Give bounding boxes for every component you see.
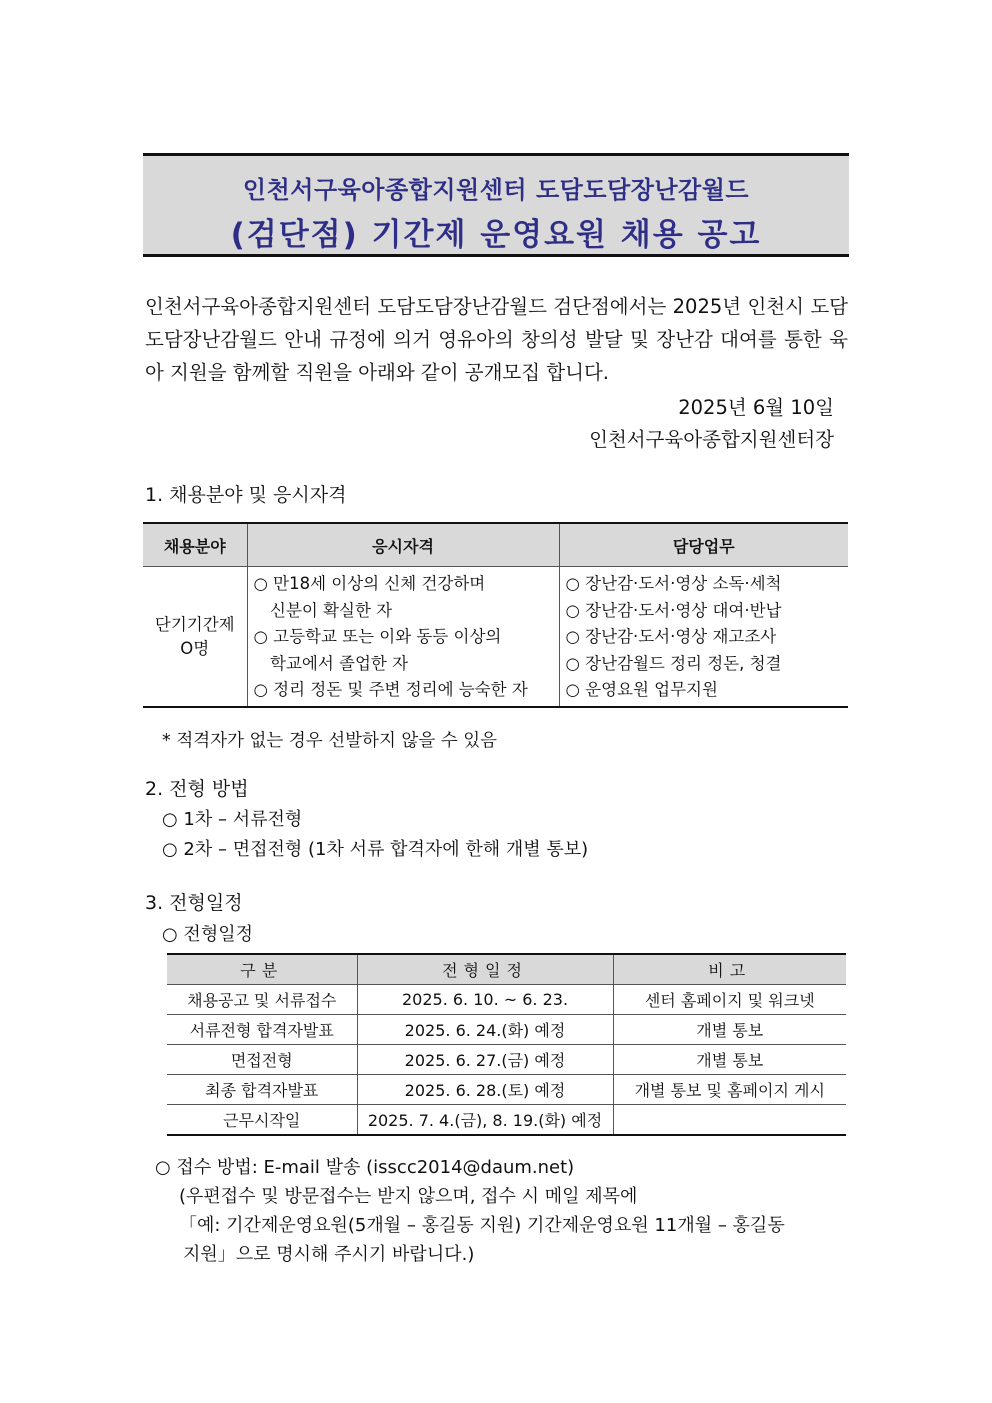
schedule-category: 채용공고 및 서류접수 [167, 985, 357, 1015]
title-line1: 인천서구육아종합지원센터 도담도담장난감월드 [242, 176, 750, 204]
table-row [167, 1105, 846, 1136]
application-method [155, 1153, 785, 1269]
table-row [167, 1075, 846, 1105]
schedule-category: 면접전형 [167, 1045, 357, 1075]
table-row [167, 1015, 846, 1045]
schedule-table [167, 953, 846, 1136]
qualification-line: 신분이 확실한 자 [253, 600, 393, 620]
duty-line: ○ 장난감·도서·영상 대여·반납 [565, 600, 782, 620]
selection-note: * 적격자가 없는 경우 선발하지 않을 수 있음 [162, 731, 498, 751]
schedule-date: 2025. 6. 27.(금) 예정 [357, 1045, 613, 1075]
duties-cell [559, 567, 848, 707]
table-row [167, 1045, 846, 1075]
application-line4: 지원」으로 명시해 주시기 바랍니다.) [183, 1244, 475, 1265]
title-box [143, 153, 849, 257]
section1-title: 1. 채용분야 및 응시자격 [145, 484, 347, 506]
schedule-date: 2025. 6. 10. ~ 6. 23. [357, 985, 613, 1015]
schedule-remark: 개별 통보 [613, 1015, 846, 1045]
schedule-date: 2025. 6. 28.(토) 예정 [357, 1075, 613, 1105]
schedule-remark [613, 1105, 846, 1136]
application-line2: (우편접수 및 방문접수는 받지 않으며, 접수 시 메일 제목에 [179, 1186, 638, 1207]
qualification-table [143, 522, 848, 708]
schedule-category: 서류전형 합격자발표 [167, 1015, 357, 1045]
intro-paragraph: 인천서구육아종합지원센터 도담도담장난감월드 검단점에서는 2025년 인천시 도담도담장난감월드 안내 규정에 의거 영유아의 창의성 발달 및 장난감 대여를 통한 육아 지원을 함께할 직원을 아래와 같이 공개모집 합니다. [145, 295, 848, 384]
application-line3: 「예: 기간제운영요원(5개월 – 홍길동 지원) 기간제운영요원 11개월 – 홍길동 [179, 1215, 785, 1236]
duty-line: ○ 운영요원 업무지원 [565, 680, 718, 699]
schedule-date: 2025. 6. 24.(화) 예정 [357, 1015, 613, 1045]
schedule-category: 최종 합격자발표 [167, 1075, 357, 1105]
header-qualification: 응시자격 [247, 523, 559, 567]
table-header-row [167, 954, 846, 985]
schedule-date: 2025. 7. 4.(금), 8. 19.(화) 예정 [357, 1105, 613, 1136]
qualification-line: ○ 만18세 이상의 신체 건강하며 [253, 574, 486, 593]
qualification-cell [247, 567, 559, 707]
table-row [167, 985, 846, 1015]
application-line1: ○ 접수 방법: E-mail 발송 (isscc2014@daum.net) [155, 1157, 575, 1178]
header-remarks: 비고 [613, 954, 846, 985]
method-item-1: ○ 1차 – 서류전형 [162, 809, 303, 830]
duty-line: ○ 장난감·도서·영상 소독·세척 [565, 574, 782, 593]
schedule-remark: 센터 홈페이지 및 워크넷 [613, 985, 846, 1015]
table-row [143, 567, 848, 707]
schedule-remark: 개별 통보 및 홈페이지 게시 [613, 1075, 846, 1105]
table-header-row [143, 523, 848, 567]
announcement-date: 2025년 6월 10일 [678, 396, 834, 419]
field-cell [143, 567, 247, 707]
title-line2: (검단점) 기간제 운영요원 채용 공고 [230, 217, 762, 253]
method-item-2: ○ 2차 – 면접전형 (1차 서류 합격자에 한해 개별 통보) [162, 839, 589, 860]
schedule-category: 근무시작일 [167, 1105, 357, 1136]
header-category: 구분 [167, 954, 357, 985]
header-duties: 담당업무 [559, 523, 848, 567]
header-schedule: 전형일정 [357, 954, 613, 985]
date-block [589, 392, 834, 456]
section3-title: 3. 전형일정 [145, 892, 243, 914]
issuer: 인천서구육아종합지원센터장 [589, 428, 834, 451]
schedule-remark: 개별 통보 [613, 1045, 846, 1075]
field-type: 단기기간제 [154, 615, 235, 635]
header-field: 채용분야 [143, 523, 247, 567]
section2-title: 2. 전형 방법 [145, 778, 249, 800]
qualification-line: ○ 고등학교 또는 이와 동등 이상의 [253, 627, 502, 646]
duty-line: ○ 장난감·도서·영상 재고조사 [565, 627, 777, 646]
qualification-line: 학교에서 졸업한 자 [253, 653, 409, 673]
qualification-line: ○ 정리 정돈 및 주변 정리에 능숙한 자 [253, 680, 528, 699]
field-count: O명 [180, 639, 210, 659]
duty-line: ○ 장난감월드 정리 정돈, 청결 [565, 653, 782, 673]
schedule-subtitle: ○ 전형일정 [162, 924, 253, 945]
